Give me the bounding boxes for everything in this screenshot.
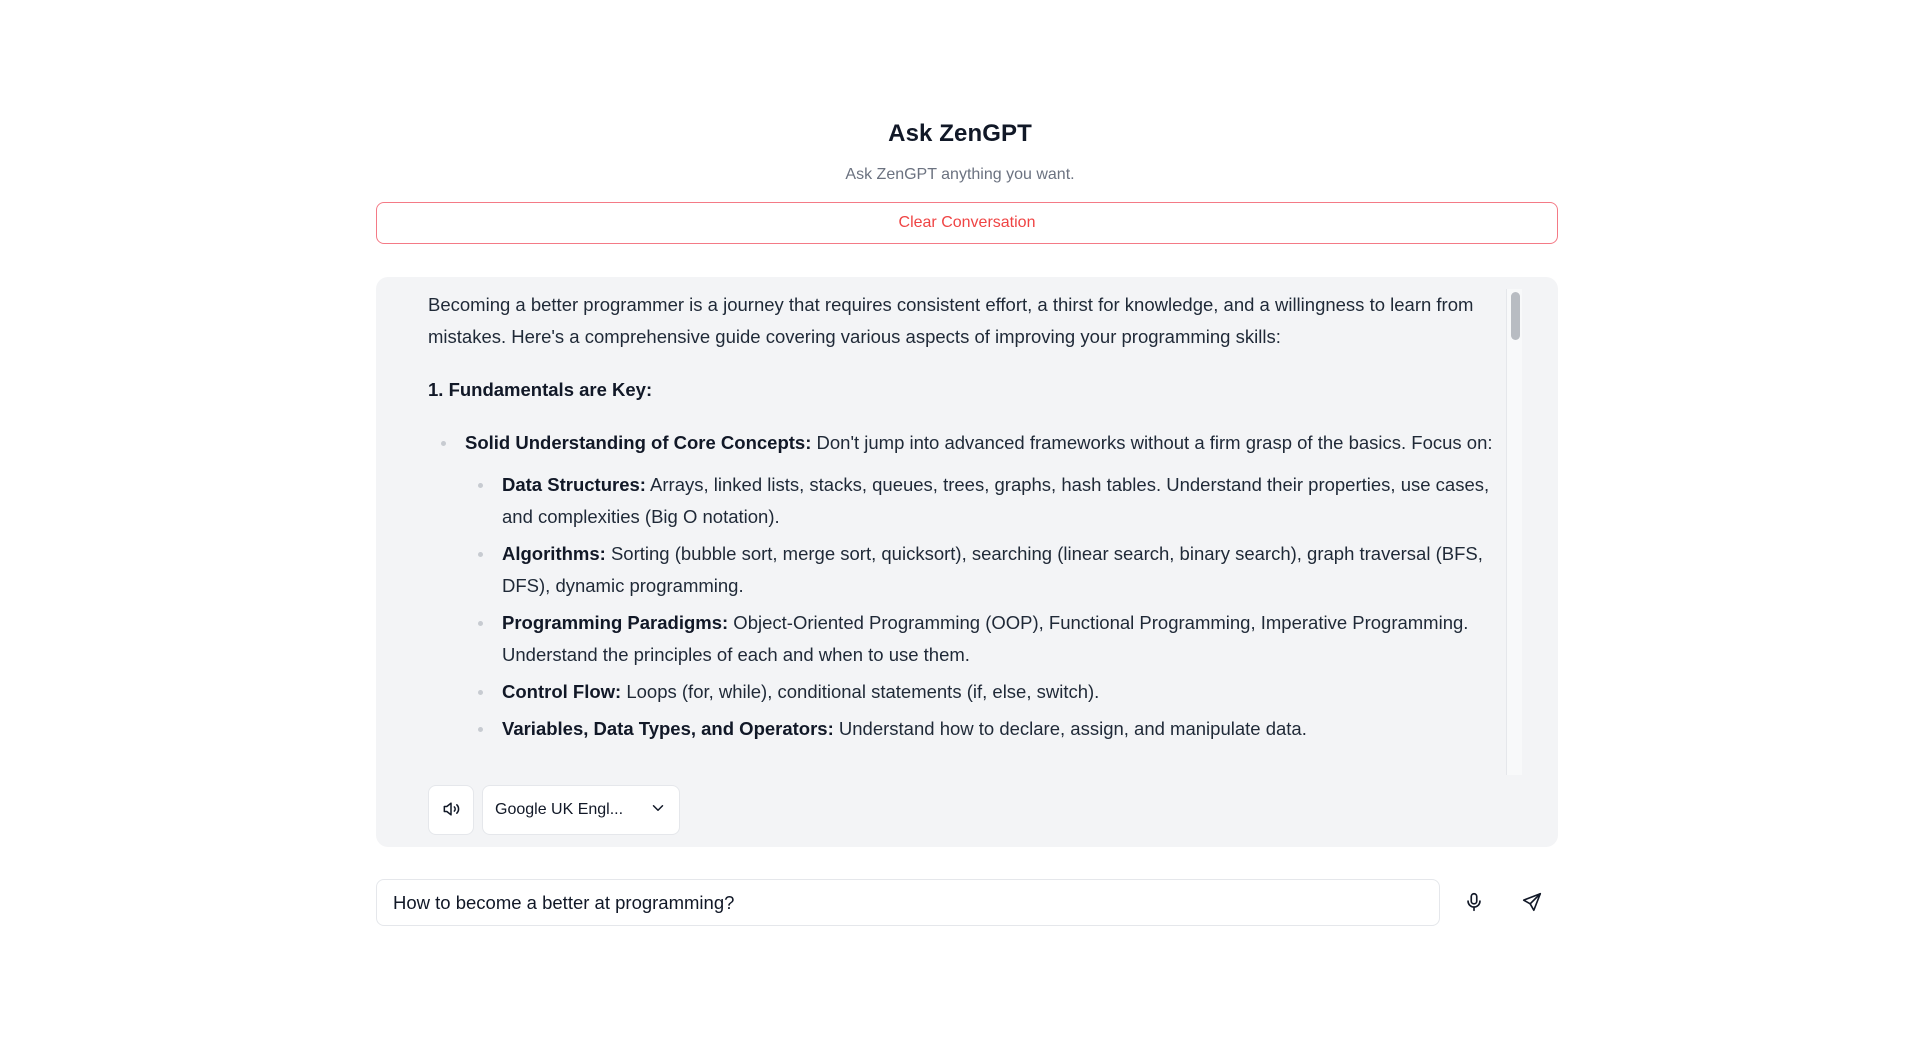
bullet-list bbox=[428, 427, 1508, 745]
section-heading: 1. Fundamentals are Key: bbox=[428, 379, 653, 400]
list-item bbox=[465, 607, 1508, 671]
sub-bullet-list bbox=[465, 469, 1508, 745]
page-title: Ask ZenGPT bbox=[888, 120, 1032, 147]
speaker-icon bbox=[441, 799, 461, 822]
list-item-text: Understand how to declare, assign, and manipulate data. bbox=[833, 718, 1307, 739]
header bbox=[0, 120, 1920, 184]
list-item-text: Object-Oriented Programming (OOP), Functional Programming, Imperative Programming. Understand the principles of each and when to use them. bbox=[502, 612, 1469, 665]
assistant-message bbox=[428, 277, 1508, 772]
list-item-text: Loops (for, while), conditional statements (if, else, switch). bbox=[621, 681, 1100, 702]
prompt-bar bbox=[376, 879, 1558, 926]
send-icon bbox=[1521, 891, 1543, 916]
list-item bbox=[465, 469, 1508, 533]
microphone-button[interactable] bbox=[1456, 885, 1492, 921]
list-item-title: Solid Understanding of Core Concepts: bbox=[465, 432, 812, 453]
clear-conversation-button[interactable]: Clear Conversation bbox=[376, 202, 1558, 244]
chevron-down-icon bbox=[649, 799, 667, 822]
list-item-title: Algorithms: bbox=[502, 543, 606, 564]
list-item bbox=[465, 676, 1508, 708]
microphone-icon bbox=[1463, 891, 1485, 916]
conversation-panel bbox=[376, 277, 1558, 847]
speech-controls bbox=[428, 785, 680, 835]
voice-select[interactable] bbox=[482, 785, 680, 835]
speak-button[interactable] bbox=[428, 785, 474, 835]
list-item-title: Programming Paradigms: bbox=[502, 612, 729, 633]
conversation-scrollbar[interactable] bbox=[1506, 289, 1522, 775]
list-item bbox=[428, 427, 1508, 745]
prompt-input[interactable] bbox=[376, 879, 1440, 926]
message-intro: Becoming a better programmer is a journey that requires consistent effort, a thirst for knowledge, and a willingness to learn from mistakes. Here's a comprehensive guide covering various aspects of improving your programming skills: bbox=[428, 294, 1474, 347]
list-item-title: Control Flow: bbox=[502, 681, 622, 702]
list-item-text: Sorting (bubble sort, merge sort, quicksort), searching (linear search, binary search), graph traversal (BFS, DFS), dynamic programming. bbox=[502, 543, 1483, 596]
voice-select-value: Google UK Engl... bbox=[495, 801, 624, 818]
list-item bbox=[465, 538, 1508, 602]
list-item bbox=[465, 713, 1508, 745]
list-item-text: Don't jump into advanced frameworks without a firm grasp of the basics. Focus on: bbox=[811, 432, 1493, 453]
list-item-title: Data Structures: bbox=[502, 474, 646, 495]
list-item-title: Variables, Data Types, and Operators: bbox=[502, 718, 834, 739]
send-button[interactable] bbox=[1514, 885, 1550, 921]
scrollbar-thumb[interactable] bbox=[1511, 292, 1520, 340]
list-item-text: Arrays, linked lists, stacks, queues, trees, graphs, hash tables. Understand their properties, use cases, and complexities (Big O notation). bbox=[502, 474, 1490, 527]
page-subtitle: Ask ZenGPT anything you want. bbox=[845, 166, 1075, 183]
